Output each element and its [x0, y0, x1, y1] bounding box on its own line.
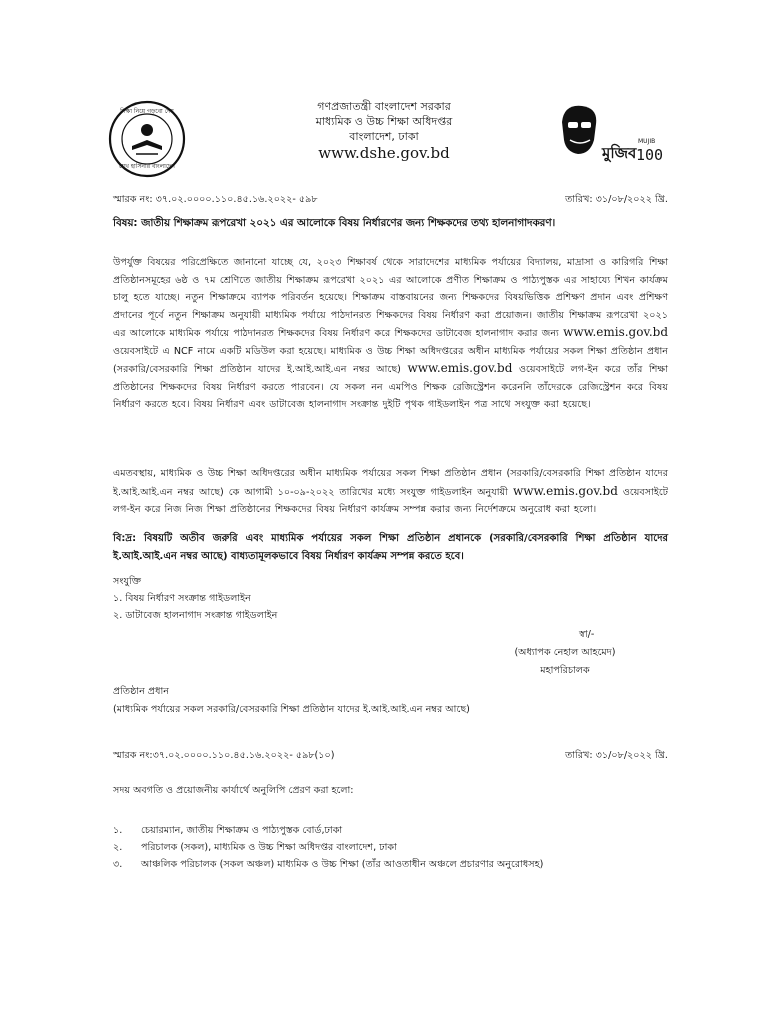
- attachment-item-1: ১. বিষয় নির্ধারণ সংক্রান্ত গাইডলাইন: [113, 593, 251, 604]
- signatory-name: (অধ্যাপক নেহাল আহমেদ): [514, 647, 616, 658]
- signature-mark: স্বা/-: [579, 629, 595, 640]
- copy-text: চেয়ারম্যান, জাতীয় শিক্ষাক্রম ও পাঠ্যপুস্তক বোর্ড,ঢাকা: [141, 825, 343, 836]
- copy-number: ৩.: [113, 859, 123, 870]
- recipient-detail: (মাধ্যমিক পর্যায়ের সকল সরকারি/বেসরকারি শিক্ষা প্রতিষ্ঠান যাদের ই.আই.আই.এন নম্বর আছে): [113, 704, 470, 715]
- mujib-100-logo: [550, 100, 664, 172]
- copy-number: ২.: [113, 842, 123, 853]
- paragraph-1-part-1: উপর্যুক্ত বিষয়ের পরিপ্রেক্ষিতে জানানো যাচ্ছে যে, ২০২৩ শিক্ষাবর্ষ থেকে সারাদেশের মাধ্যমিক পর্যায়ের বিদ্যালয়, মাদ্রাসা ও কারিগরি শিক্ষা প্রতিষ্ঠানসমূহের ৬ষ্ঠ ও ৭ম শ্রেণিতে জাতীয় শিক্ষাক্রম রূপরেখা ২০২১ এর আলোকে প্রণীত শিক্ষাক্রম ও পাঠ্যপুস্তক এর সাহায্যে শিখন কার্যক্রম চালু হতে যাচ্ছে। নতুন শিক্ষাক্রমে ব্যাপক পরিবর্তন হয়েছে। শিক্ষাক্রম বাস্তবায়নের জন্য শিক্ষকদের বিষয়ভিত্তিক প্রশিক্ষণ প্রদান এবং প্রশিক্ষণ প্রদানের পূর্বে নতুন শিক্ষাক্রম অনুযায়ী মাধ্যমিক পর্যায়ে পাঠদানরত শিক্ষকদের বিষয় নির্ধারণ করা প্রয়োজন। জাতীয় শিক্ষাক্রম রূপরেখা ২০২১ এর আলোকে মাধ্যমিক পর্যায়ে পাঠদানরত শিক্ষকদের বিষয় নির্ধারণ করে শিক্ষকদের ডাটাবেজ হালনাগাদ করার জন্য: [113, 257, 668, 339]
- logo-text-bottom: শেখ হাসিনার বাংলাদেশ: [119, 163, 175, 170]
- copy-list: [113, 822, 673, 873]
- list-item: [113, 839, 673, 856]
- dept-location: বাংলাদেশ, ঢাকা: [349, 130, 419, 143]
- list-item: [113, 822, 673, 839]
- paragraph-2-part-1: এমতবস্থায়, মাধ্যমিক ও উচ্চ শিক্ষা অধিদপ্তরের অধীন মাধ্যমিক পর্যায়ের সকল শিক্ষা প্রতিষ্ঠান প্রধান (সরকারি/বেসরকারি শিক্ষা প্রতিষ্ঠান যাদের ই.আই.আই.এন নম্বর আছে) কে আগামী ১০-০৯-২০২২ তারিখের মধ্যে সংযুক্ত গাইডলাইন অনুযায়ী: [113, 468, 668, 498]
- copy-text: পরিচালক (সকল), মাধ্যমিক ও উচ্চ শিক্ষা অধিদপ্তর বাংলাদেশ, ঢাকা: [141, 842, 397, 853]
- mujib-logo-number: 100: [636, 146, 664, 164]
- subject-line: বিষয়: জাতীয় শিক্ষাক্রম রূপরেখা ২০২১ এর আলোকে বিষয় নির্ধারণের জন্য শিক্ষকদের তথ্য হালনাগাদকরণ।: [113, 217, 556, 229]
- emis-link-2[interactable]: www.emis.gov.bd: [407, 361, 513, 375]
- body-paragraph-2: [113, 465, 668, 519]
- logo-text-top: শিক্ষা নিয়ে গড়বো দেশ: [120, 108, 174, 115]
- govt-name: গণপ্রজাতন্ত্রী বাংলাদেশ সরকার: [317, 100, 451, 113]
- emis-link-1[interactable]: www.emis.gov.bd: [563, 325, 668, 339]
- mujib-logo-main: মুজিব: [602, 144, 637, 162]
- paragraph-2-part-2: ওয়েবসাইটে লগ-ইন করে নিজ নিজ শিক্ষা প্রতিষ্ঠানের শিক্ষকদের বিষয় নির্ধারণ কার্যক্রম সম্পন্ন করার জন্য নির্দেশক্রমে অনুরোধ করা হলো।: [113, 486, 668, 515]
- copy-number: ১.: [113, 825, 123, 836]
- memo-date: তারিখ: ৩১/০৮/২০২২ খ্রি.: [565, 194, 668, 205]
- memo-date-2: তারিখ: ৩১/০৮/২০২২ খ্রি.: [565, 750, 668, 761]
- list-item: [113, 856, 673, 873]
- important-note: বি:দ্র: বিষয়টি অতীব জরুরি এবং মাধ্যমিক পর্যায়ের সকল শিক্ষা প্রতিষ্ঠান প্রধানকে (সরকারি/বেসরকারি শিক্ষা প্রতিষ্ঠান যাদের ই.আই.আই.এন নম্বর আছে) বাধ্যতামূলকভাবে বিষয় নির্ধারণ কার্যক্রম সম্পন্ন করতে হবে।: [113, 533, 668, 562]
- attachments-heading: সংযুক্তি: [113, 576, 142, 587]
- memo-number-2: স্মারক নং:৩৭.০২.০০০০.১১০.৪৫.১৬.২০২২- ৫৯৮(১০): [113, 750, 335, 761]
- memo-number: স্মারক নং: ৩৭.০২.০০০০.১১০.৪৫.১৬.২০২২- ৫৯৮: [113, 194, 318, 205]
- recipient-title: প্রতিষ্ঠান প্রধান: [113, 686, 169, 697]
- mujib-logo-side: MUJIB: [638, 138, 656, 145]
- copy-intro: সদয় অবগতি ও প্রয়োজনীয় কার্যার্থে অনুলিপি প্রেরণ করা হলো:: [113, 785, 354, 796]
- dept-name: মাধ্যমিক ও উচ্চ শিক্ষা অধিদপ্তর: [315, 115, 453, 128]
- paragraph-1-part-2: ওয়েবসাইটে এ NCF নামে একটি মডিউল করা হয়েছে। মাধ্যমিক ও উচ্চ শিক্ষা অধিদপ্তরের অধীন মাধ্যমিক পর্যায়ের সকল শিক্ষা প্রতিষ্ঠান প্রধান (সরকারি/বেসরকারি শিক্ষা প্রতিষ্ঠান যাদের ই.আই.আই.এন নম্বর আছে): [113, 345, 668, 375]
- copy-text: আঞ্চলিক পরিচালক (সকল অঞ্চল) মাধ্যমিক ও উচ্চ শিক্ষা (তাঁর আওতাধীন অঞ্চলে প্রচারণার অনুরোধসহ): [141, 859, 544, 870]
- emis-link-3[interactable]: www.emis.gov.bd: [512, 483, 618, 498]
- website-link[interactable]: www.dshe.gov.bd: [318, 144, 450, 162]
- body-paragraph-1: [113, 254, 668, 414]
- signatory-title: মহাপরিচালক: [540, 665, 590, 676]
- paragraph-1-part-3: ওয়েবসাইটে লগ-ইন করে তাঁর শিক্ষা প্রতিষ্ঠানের শিক্ষকদের বিষয় নির্ধারণ করতে পারবেন। যে সকল নন এমপিও শিক্ষক রেজিস্ট্রেশন করেননি তাঁদেরকে রেজিস্ট্রেশন করে বিষয় নির্ধারণ করতে হবে। বিষয় নির্ধারণ এবং ডাটাবেজ হালনাগাদ সংক্রান্ত দুইটি পৃথক গাইডলাইন পত্র সাথে সংযুক্ত করা হয়েছে।: [113, 364, 668, 410]
- attachment-item-2: ২. ডাটাবেজ হালনাগাদ সংক্রান্ত গাইডলাইন: [113, 610, 278, 621]
